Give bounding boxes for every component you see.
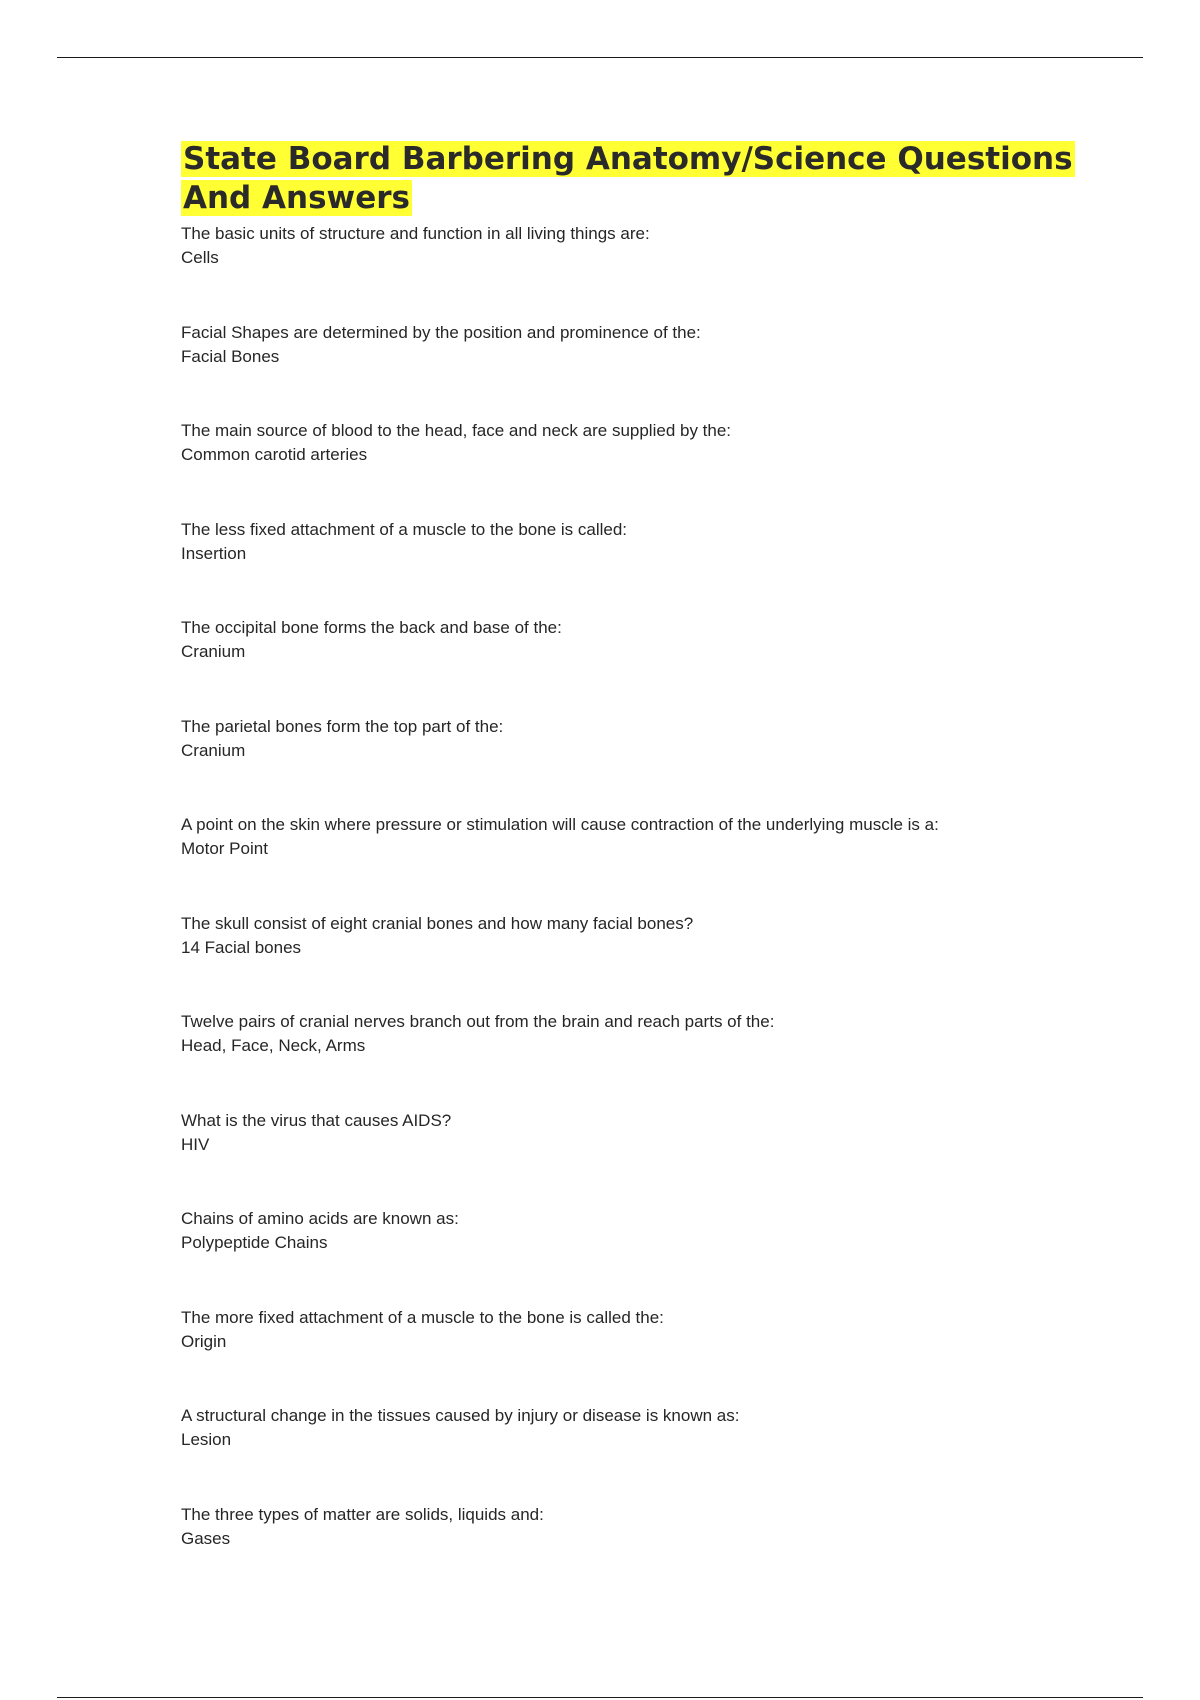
document-title-text: State Board Barbering Anatomy/Science Questions And Answers <box>183 141 1073 216</box>
document-title <box>181 140 1081 218</box>
question: Twelve pairs of cranial nerves branch out from the brain and reach parts of the: <box>181 1012 775 1031</box>
answer: Lesion <box>181 1430 232 1449</box>
qa-item <box>181 715 1081 814</box>
answer: Insertion <box>181 543 247 563</box>
answer: Common carotid arteries <box>181 445 368 464</box>
question: The less fixed attachment of a muscle to the bone is called: <box>181 519 628 539</box>
question: The occipital bone forms the back and base of the: <box>181 618 562 637</box>
qa-item <box>181 912 1081 1011</box>
question: Chains of amino acids are known as: <box>181 1209 459 1228</box>
question: The parietal bones form the top part of the: <box>181 716 504 736</box>
question: A point on the skin where pressure or stimulation will cause contraction of the underlying muscle is a: <box>181 815 939 834</box>
question: The more fixed attachment of a muscle to the bone is called the: <box>181 1307 664 1327</box>
answer: Cranium <box>181 642 246 661</box>
qa-item <box>181 1503 1081 1602</box>
answer: Head, Face, Neck, Arms <box>181 1036 366 1055</box>
qa-item <box>181 1010 1081 1109</box>
page-content <box>181 140 1081 1601</box>
question: The main source of blood to the head, face and neck are supplied by the: <box>181 421 732 440</box>
question: The basic units of structure and function in all living things are: <box>181 224 650 243</box>
qa-list <box>181 222 1081 1601</box>
bottom-rule <box>57 1697 1143 1698</box>
answer: Facial Bones <box>181 346 280 366</box>
qa-item <box>181 1306 1081 1405</box>
qa-item <box>181 518 1081 617</box>
answer: Cranium <box>181 740 246 760</box>
qa-item <box>181 419 1081 518</box>
qa-item <box>181 1207 1081 1306</box>
answer: HIV <box>181 1134 210 1154</box>
question: The skull consist of eight cranial bones and how many facial bones? <box>181 913 694 933</box>
qa-item <box>181 813 1081 912</box>
qa-item <box>181 1404 1081 1503</box>
answer: Polypeptide Chains <box>181 1233 328 1252</box>
question: A structural change in the tissues caused by injury or disease is known as: <box>181 1406 740 1425</box>
answer: 14 Facial bones <box>181 937 302 957</box>
question: Facial Shapes are determined by the position and prominence of the: <box>181 322 701 342</box>
answer: Cells <box>181 248 219 267</box>
qa-item <box>181 616 1081 715</box>
top-rule <box>57 57 1143 58</box>
qa-item <box>181 321 1081 420</box>
qa-item <box>181 222 1081 321</box>
answer: Motor Point <box>181 839 268 858</box>
qa-item <box>181 1109 1081 1208</box>
question: The three types of matter are solids, liquids and: <box>181 1504 544 1524</box>
answer: Gases <box>181 1528 231 1548</box>
question: What is the virus that causes AIDS? <box>181 1110 452 1130</box>
answer: Origin <box>181 1331 227 1351</box>
